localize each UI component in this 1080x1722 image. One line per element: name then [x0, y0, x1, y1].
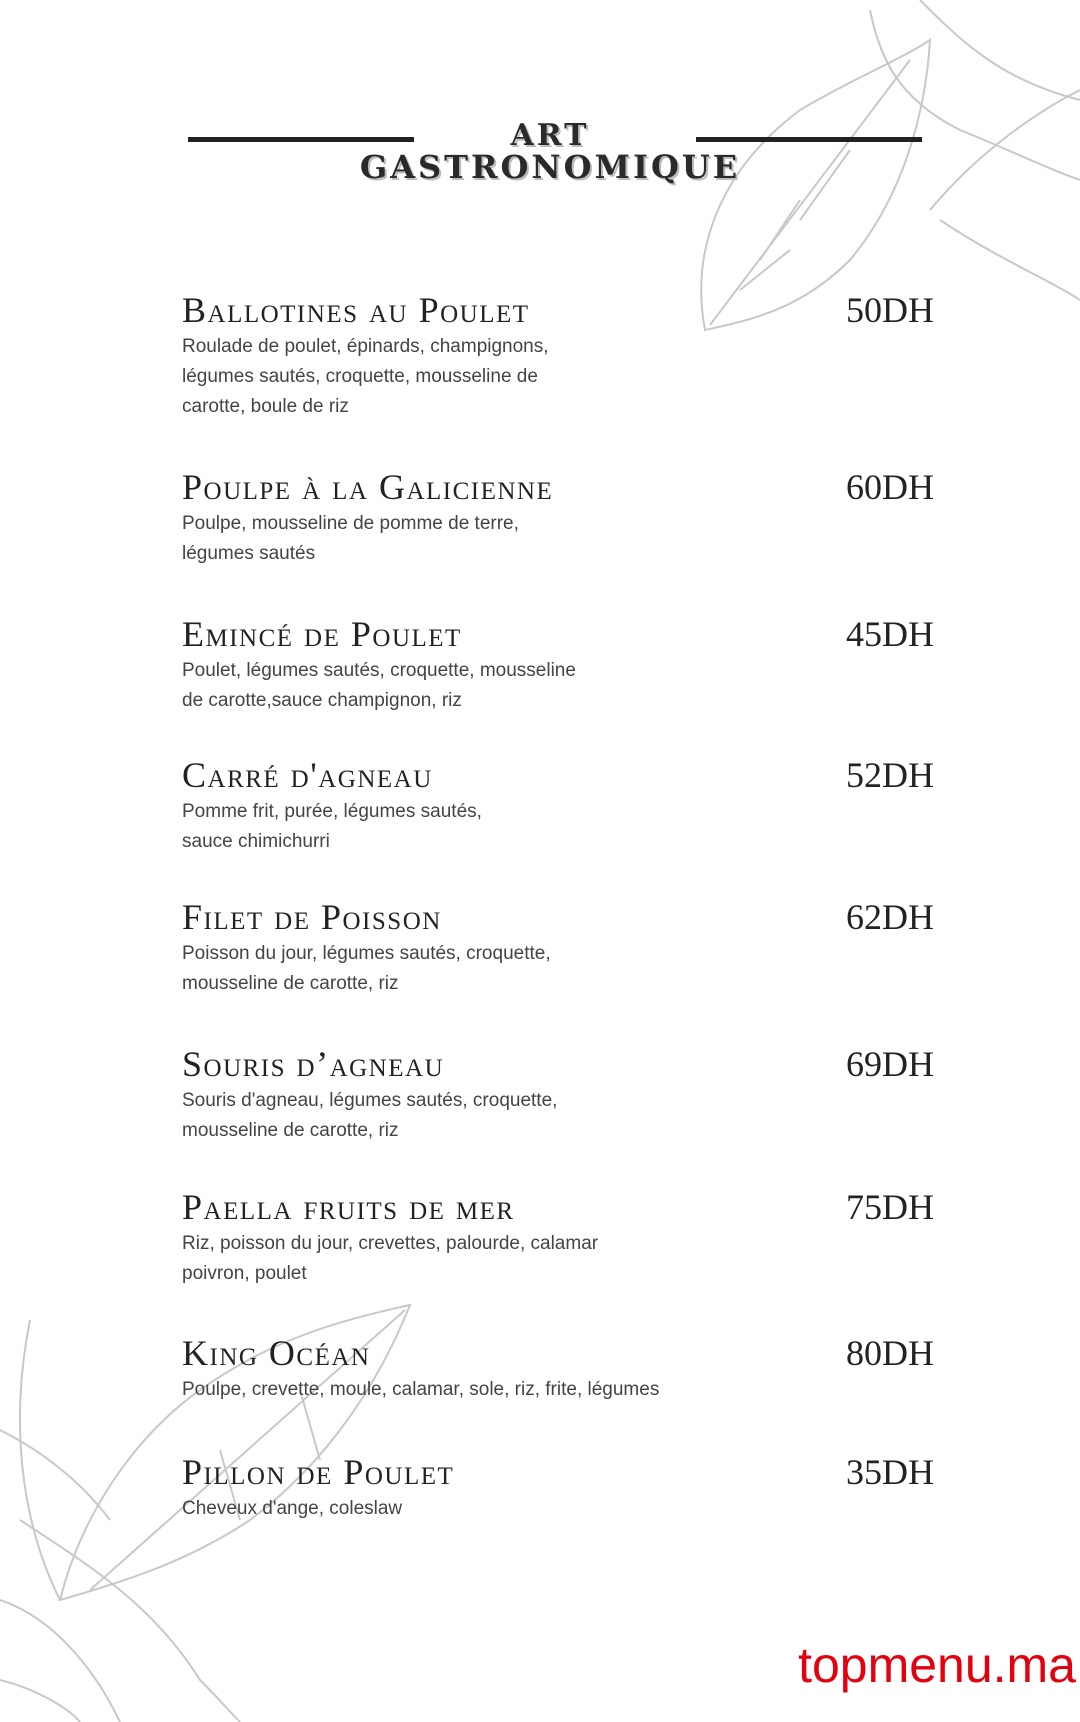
item-description: Poulpe, mousseline de pomme de terre,: [182, 513, 519, 534]
menu-item: [182, 1333, 934, 1405]
menu-item: [182, 1044, 934, 1146]
item-name: King Océan: [182, 1333, 371, 1373]
menu-item: [182, 1187, 934, 1289]
menu-item: [182, 1452, 934, 1524]
item-description: Poisson du jour, légumes sautés, croquette,: [182, 943, 551, 964]
item-name: Filet de Poisson: [182, 897, 442, 937]
menu-item: [182, 755, 934, 857]
menu-item: [182, 897, 934, 999]
item-name: Ballotines au Poulet: [182, 290, 530, 330]
item-description: Poulpe, crevette, moule, calamar, sole, riz, frite, légumes: [182, 1379, 660, 1400]
item-description: Riz, poisson du jour, crevettes, palourde, calamar: [182, 1233, 599, 1254]
item-description: Souris d'agneau, légumes sautés, croquette,: [182, 1090, 558, 1111]
menu-item: [182, 467, 934, 569]
item-price: 60DH: [846, 467, 934, 507]
item-name: Poulpe à la Galicienne: [182, 467, 554, 507]
item-name: Carré d'agneau: [182, 755, 433, 795]
item-price: 50DH: [846, 290, 934, 330]
item-description: sauce chimichurri: [182, 831, 330, 852]
item-description: mousseline de carotte, riz: [182, 973, 399, 994]
item-price: 45DH: [846, 614, 934, 654]
item-description: Cheveux d'ange, coleslaw: [182, 1498, 403, 1519]
item-price: 69DH: [846, 1044, 934, 1084]
page-title-line1: ART: [510, 118, 590, 153]
page-title-line2: GASTRONOMIQUE: [359, 148, 741, 186]
item-description: légumes sautés: [182, 543, 316, 564]
item-name: Souris d’agneau: [182, 1044, 445, 1084]
item-description: Roulade de poulet, épinards, champignons,: [182, 336, 549, 357]
item-price: 80DH: [846, 1333, 934, 1373]
item-name: Pillon de Poulet: [182, 1452, 455, 1492]
item-name: Paella fruits de mer: [182, 1187, 515, 1227]
item-description: de carotte,sauce champignon, riz: [182, 690, 462, 711]
item-name: Emincé de Poulet: [182, 614, 462, 654]
item-description: Poulet, légumes sautés, croquette, mousseline: [182, 660, 576, 681]
item-description: mousseline de carotte, riz: [182, 1120, 399, 1141]
item-price: 35DH: [846, 1452, 934, 1492]
item-price: 52DH: [846, 755, 934, 795]
item-price: 75DH: [846, 1187, 934, 1227]
item-price: 62DH: [846, 897, 934, 937]
brand-watermark: topmenu.ma: [798, 1637, 1076, 1693]
item-description: poivron, poulet: [182, 1263, 307, 1284]
menu-item: [182, 290, 934, 422]
item-description: Pomme frit, purée, légumes sautés,: [182, 801, 482, 822]
item-description: légumes sautés, croquette, mousseline de: [182, 366, 538, 387]
menu-item: [182, 614, 934, 716]
item-description: carotte, boule de riz: [182, 396, 349, 417]
